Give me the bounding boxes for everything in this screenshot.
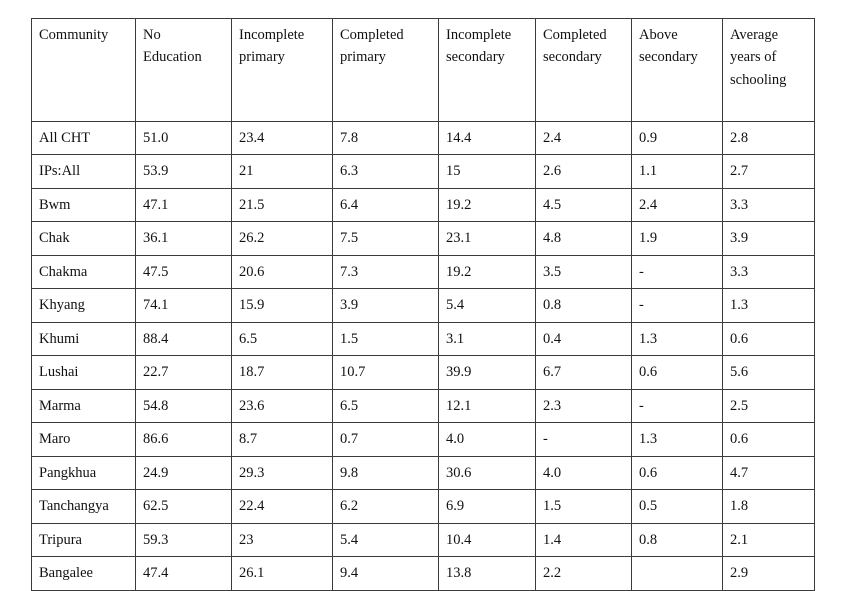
- cell-incomplete-primary: 20.6: [232, 255, 333, 288]
- cell-average-years: 4.7: [723, 456, 815, 489]
- column-header-above-secondary-line2: secondary: [639, 49, 698, 66]
- cell-average-years: 3.3: [723, 255, 815, 288]
- column-header-community-line1: Community: [39, 27, 109, 43]
- table-row: [32, 557, 815, 590]
- cell-no-education: 47.4: [136, 557, 232, 590]
- cell-above-secondary: -: [632, 389, 723, 422]
- cell-completed-primary: 1.5: [333, 322, 439, 355]
- cell-above-secondary: 2.4: [632, 188, 723, 221]
- cell-completed-secondary: 2.6: [536, 155, 632, 188]
- cell-no-education: 88.4: [136, 322, 232, 355]
- cell-average-years: 2.1: [723, 523, 815, 556]
- column-header-completed-secondary: [536, 19, 632, 122]
- cell-completed-primary: 0.7: [333, 423, 439, 456]
- cell-incomplete-secondary: 39.9: [439, 356, 536, 389]
- cell-incomplete-secondary: 23.1: [439, 222, 536, 255]
- cell-incomplete-secondary: 12.1: [439, 389, 536, 422]
- cell-completed-primary: 7.5: [333, 222, 439, 255]
- column-header-completed-primary-line1: Completed: [340, 27, 404, 43]
- cell-incomplete-primary: 26.2: [232, 222, 333, 255]
- education-statistics-table: [31, 18, 815, 591]
- cell-incomplete-primary: 26.1: [232, 557, 333, 590]
- column-header-completed-secondary-line2: secondary: [543, 49, 602, 66]
- cell-incomplete-secondary: 5.4: [439, 289, 536, 322]
- column-header-incomplete-secondary-line1: Incomplete: [446, 27, 512, 43]
- table-row: [32, 289, 815, 322]
- table-row: [32, 155, 815, 188]
- column-header-incomplete-primary-line1: Incomplete: [239, 27, 305, 43]
- cell-average-years: 0.6: [723, 322, 815, 355]
- cell-average-years: 3.9: [723, 222, 815, 255]
- cell-completed-secondary: 1.4: [536, 523, 632, 556]
- cell-completed-secondary: 2.2: [536, 557, 632, 590]
- cell-average-years: 1.3: [723, 289, 815, 322]
- cell-completed-secondary: 0.4: [536, 322, 632, 355]
- table-row: [32, 423, 815, 456]
- cell-completed-secondary: 2.3: [536, 389, 632, 422]
- cell-incomplete-primary: 23.6: [232, 389, 333, 422]
- cell-completed-secondary: 6.7: [536, 356, 632, 389]
- cell-community: Marma: [32, 389, 136, 422]
- cell-no-education: 86.6: [136, 423, 232, 456]
- cell-completed-secondary: 4.0: [536, 456, 632, 489]
- cell-completed-primary: 7.3: [333, 255, 439, 288]
- cell-incomplete-primary: 21.5: [232, 188, 333, 221]
- cell-completed-secondary: 4.8: [536, 222, 632, 255]
- cell-average-years: 3.3: [723, 188, 815, 221]
- cell-incomplete-secondary: 10.4: [439, 523, 536, 556]
- cell-no-education: 62.5: [136, 490, 232, 523]
- column-header-community: [32, 19, 136, 122]
- cell-incomplete-primary: 23: [232, 523, 333, 556]
- cell-community: Pangkhua: [32, 456, 136, 489]
- cell-above-secondary: -: [632, 255, 723, 288]
- table-header-row: [32, 19, 815, 122]
- column-header-average-years-line1: Average: [730, 27, 779, 43]
- cell-completed-primary: 6.3: [333, 155, 439, 188]
- cell-above-secondary: [632, 557, 723, 590]
- column-header-no-education-line2: Education: [143, 49, 202, 66]
- cell-no-education: 59.3: [136, 523, 232, 556]
- cell-no-education: 51.0: [136, 122, 232, 155]
- cell-community: Tanchangya: [32, 490, 136, 523]
- table-row: [32, 389, 815, 422]
- cell-community: Tripura: [32, 523, 136, 556]
- cell-incomplete-secondary: 14.4: [439, 122, 536, 155]
- cell-incomplete-primary: 29.3: [232, 456, 333, 489]
- cell-incomplete-primary: 23.4: [232, 122, 333, 155]
- column-header-above-secondary-line1: Above: [639, 27, 678, 43]
- cell-completed-secondary: 2.4: [536, 122, 632, 155]
- cell-above-secondary: 0.6: [632, 356, 723, 389]
- cell-no-education: 24.9: [136, 456, 232, 489]
- column-header-incomplete-secondary: [439, 19, 536, 122]
- cell-community: Chak: [32, 222, 136, 255]
- cell-average-years: 5.6: [723, 356, 815, 389]
- cell-above-secondary: 0.9: [632, 122, 723, 155]
- cell-incomplete-primary: 6.5: [232, 322, 333, 355]
- column-header-above-secondary: [632, 19, 723, 122]
- cell-community: Bangalee: [32, 557, 136, 590]
- cell-incomplete-secondary: 19.2: [439, 188, 536, 221]
- cell-no-education: 36.1: [136, 222, 232, 255]
- column-header-average-years-line2: years of: [730, 49, 777, 66]
- cell-community: Maro: [32, 423, 136, 456]
- cell-completed-primary: 9.8: [333, 456, 439, 489]
- cell-above-secondary: 0.5: [632, 490, 723, 523]
- column-header-completed-primary-line2: primary: [340, 49, 386, 66]
- cell-no-education: 47.5: [136, 255, 232, 288]
- column-header-no-education-line1: No: [143, 27, 161, 43]
- column-header-average-years-of-schooling: [723, 19, 815, 122]
- cell-incomplete-secondary: 3.1: [439, 322, 536, 355]
- table-row: [32, 456, 815, 489]
- cell-incomplete-secondary: 19.2: [439, 255, 536, 288]
- cell-above-secondary: -: [632, 289, 723, 322]
- cell-average-years: 2.7: [723, 155, 815, 188]
- cell-completed-primary: 5.4: [333, 523, 439, 556]
- table-row: [32, 322, 815, 355]
- cell-no-education: 47.1: [136, 188, 232, 221]
- cell-completed-secondary: 0.8: [536, 289, 632, 322]
- column-header-incomplete-primary-line2: primary: [239, 49, 285, 66]
- cell-incomplete-secondary: 13.8: [439, 557, 536, 590]
- cell-community: Khumi: [32, 322, 136, 355]
- cell-no-education: 74.1: [136, 289, 232, 322]
- cell-completed-primary: 7.8: [333, 122, 439, 155]
- cell-completed-primary: 6.2: [333, 490, 439, 523]
- table-header: [32, 19, 815, 122]
- cell-completed-primary: 10.7: [333, 356, 439, 389]
- cell-incomplete-primary: 21: [232, 155, 333, 188]
- cell-above-secondary: 1.9: [632, 222, 723, 255]
- cell-no-education: 53.9: [136, 155, 232, 188]
- cell-completed-primary: 3.9: [333, 289, 439, 322]
- cell-above-secondary: 1.1: [632, 155, 723, 188]
- cell-completed-secondary: 3.5: [536, 255, 632, 288]
- cell-no-education: 54.8: [136, 389, 232, 422]
- column-header-completed-secondary-line1: Completed: [543, 27, 607, 43]
- column-header-average-years-line3: schooling: [730, 71, 787, 88]
- cell-average-years: 2.8: [723, 122, 815, 155]
- cell-completed-secondary: 4.5: [536, 188, 632, 221]
- cell-average-years: 2.5: [723, 389, 815, 422]
- column-header-incomplete-secondary-line2: secondary: [446, 49, 505, 66]
- cell-community: Lushai: [32, 356, 136, 389]
- cell-incomplete-secondary: 30.6: [439, 456, 536, 489]
- table-row: [32, 356, 815, 389]
- table-row: [32, 490, 815, 523]
- column-header-incomplete-primary: [232, 19, 333, 122]
- cell-above-secondary: 1.3: [632, 423, 723, 456]
- table-row: [32, 122, 815, 155]
- table-row: [32, 222, 815, 255]
- cell-completed-primary: 9.4: [333, 557, 439, 590]
- table-row: [32, 255, 815, 288]
- cell-average-years: 0.6: [723, 423, 815, 456]
- cell-community: All CHT: [32, 122, 136, 155]
- table-row: [32, 188, 815, 221]
- cell-incomplete-secondary: 6.9: [439, 490, 536, 523]
- cell-completed-primary: 6.5: [333, 389, 439, 422]
- cell-average-years: 1.8: [723, 490, 815, 523]
- cell-above-secondary: 0.8: [632, 523, 723, 556]
- column-header-completed-primary: [333, 19, 439, 122]
- cell-above-secondary: 1.3: [632, 322, 723, 355]
- cell-incomplete-secondary: 15: [439, 155, 536, 188]
- cell-incomplete-primary: 18.7: [232, 356, 333, 389]
- cell-incomplete-secondary: 4.0: [439, 423, 536, 456]
- cell-community: Bwm: [32, 188, 136, 221]
- cell-incomplete-primary: 22.4: [232, 490, 333, 523]
- cell-above-secondary: 0.6: [632, 456, 723, 489]
- cell-incomplete-primary: 15.9: [232, 289, 333, 322]
- cell-community: Khyang: [32, 289, 136, 322]
- column-header-no-education: [136, 19, 232, 122]
- cell-incomplete-primary: 8.7: [232, 423, 333, 456]
- table-body: [32, 122, 815, 591]
- cell-community: IPs:All: [32, 155, 136, 188]
- cell-completed-secondary: -: [536, 423, 632, 456]
- cell-community: Chakma: [32, 255, 136, 288]
- cell-completed-secondary: 1.5: [536, 490, 632, 523]
- cell-no-education: 22.7: [136, 356, 232, 389]
- table-row: [32, 523, 815, 556]
- cell-completed-primary: 6.4: [333, 188, 439, 221]
- cell-average-years: 2.9: [723, 557, 815, 590]
